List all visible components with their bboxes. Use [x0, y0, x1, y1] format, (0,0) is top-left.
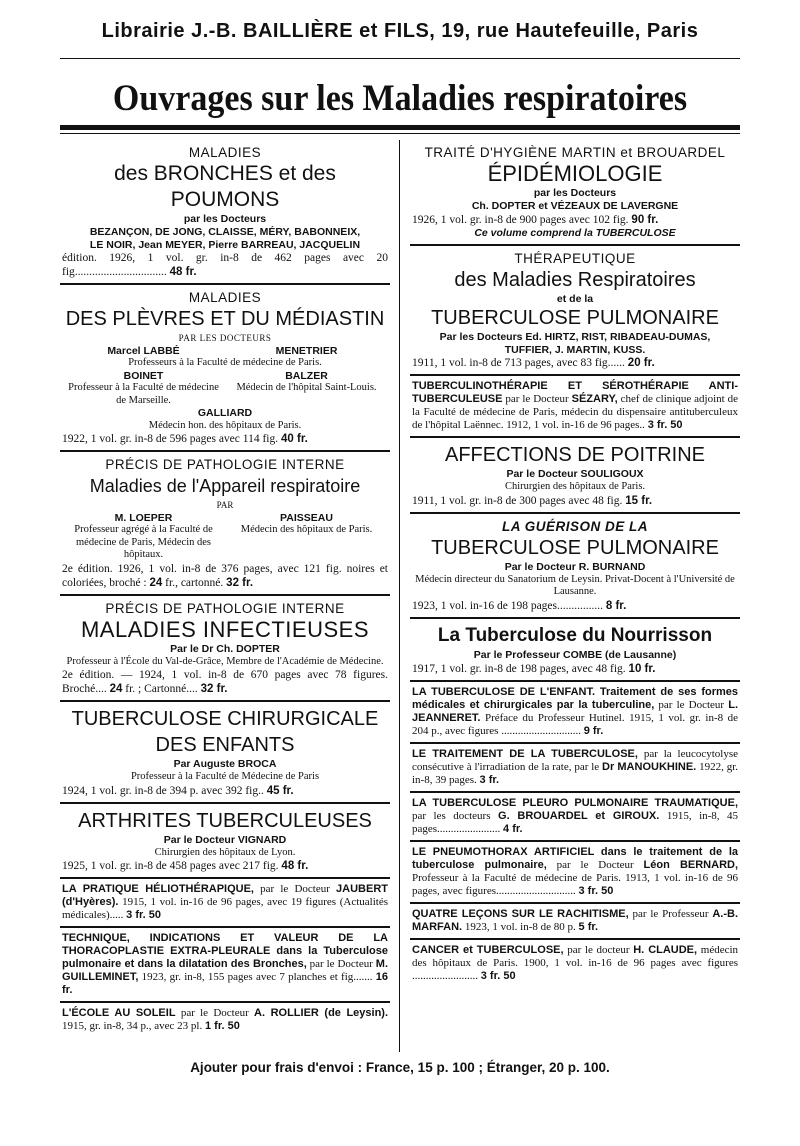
entry-authors: LE NOIR, Jean MEYER, Pierre BARREAU, JACQUELIN	[89, 238, 361, 251]
book-entry	[60, 596, 390, 703]
entry-title: TUBERCULOSE CHIRURGICALE	[71, 708, 379, 730]
entry-title: LA PRATIQUE HÉLIOTHÉRAPIQUE,	[62, 883, 254, 895]
entry-heading: THÉRAPEUTIQUE	[514, 250, 636, 266]
entry-author: Dr MANOUKHINE.	[602, 760, 697, 773]
entry-title: LE PNEUMOTHORAX ARTIFICIEL dans le traitement de la tuberculose pulmonaire,	[412, 845, 738, 871]
shipping-note: Ajouter pour frais d'envoi : France, 15 p. 100 ; Étranger, 20 p. 100.	[190, 1060, 610, 1075]
entry-publication: 1923, 1 vol. in-16 de 198 pages................ 8 fr.	[412, 599, 627, 612]
title-bar-thin	[60, 133, 740, 134]
entry-heading: PRÉCIS DE PATHOLOGIE INTERNE	[105, 600, 345, 616]
book-entry: L'ÉCOLE AU SOLEIL par le Docteur A. ROLLIER (de Leysin). 1915, gr. in-8, 34 p., avec 23 pl. 1 fr. 50	[62, 1007, 389, 1032]
entry-author: MENETRIER	[275, 344, 338, 357]
book-entry	[60, 140, 390, 285]
entry-byline: Par le Dr Ch. DOPTER	[170, 642, 280, 655]
entry-title: LA TUBERCULOSE DE L'ENFANT. Traitement de ses formes médicales et chirurgicales par la tuberculine,	[412, 685, 738, 711]
entry-price: 3 fr. 50	[480, 969, 516, 982]
entry-title: ARTHRITES TUBERCULEUSES	[78, 809, 372, 832]
entry-price: 3 fr.	[479, 773, 500, 786]
entry-author: GALLIARD	[197, 407, 253, 419]
entry-title: AFFECTIONS DE POITRINE	[444, 444, 706, 466]
entry-publication: 1922, 1 vol. gr. in-8 de 596 pages avec 114 fig. 40 fr.	[62, 433, 308, 445]
entry-title: LE TRAITEMENT DE LA TUBERCULOSE,	[412, 747, 638, 760]
entry-heading: PRÉCIS DE PATHOLOGIE INTERNE	[105, 457, 345, 472]
entry-author-role: Professeur à l'École du Val-de-Grâce, Membre de l'Académie de Médecine.	[66, 655, 384, 667]
entry-price: 32 fr.	[200, 683, 228, 695]
entry-byline: Par le Docteur VIGNARD	[163, 833, 287, 846]
entry-byline: Par le Professeur COMBE (de Lausanne)	[473, 648, 677, 661]
entry-heading: MALADIES	[188, 290, 262, 305]
entry-author: L. JEANNERET.	[412, 698, 739, 724]
entry-author: M. GUILLEMINET,	[62, 958, 389, 983]
entry-author: JAUBERT (d'Hyères).	[62, 883, 388, 908]
entry-author: PAISSEAU	[280, 511, 333, 524]
entry-author: SÉZARY,	[571, 393, 618, 405]
book-entry	[410, 438, 740, 514]
book-entry	[410, 140, 740, 246]
column-divider	[399, 140, 400, 1052]
entry-title: LA TUBERCULOSE PLEURO PULMONAIRE TRAUMATIQUE,	[412, 796, 738, 809]
book-entry: LE PNEUMOTHORAX ARTIFICIEL dans le traitement de la tuberculose pulmonaire, par le Docteur Léon BERNARD, Professeur à la Faculté de médecine de Paris. 1913, 1 vol. in-16 de 96 pages, avec figures............................. 3 fr. 50	[410, 842, 740, 904]
entry-connector: et de la	[556, 292, 594, 305]
entry-price: 1 fr. 50	[204, 1020, 240, 1032]
entry-author-role: Chirurgien des hôpitaux de Lyon.	[154, 846, 296, 858]
entry-title: CANCER et TUBERCULOSE,	[412, 943, 564, 956]
entry-heading: MALADIES	[188, 145, 262, 160]
entry-price: 3 fr. 50	[578, 884, 614, 897]
book-entry	[410, 246, 740, 377]
entry-title: L'ÉCOLE AU SOLEIL	[62, 1007, 176, 1019]
entry-publication: 2e édition. — 1924, 1 vol. in-8 de 670 pages avec 78 figures. Broché.... 24 fr. ; Cartonné.... 32 fr.	[62, 669, 388, 695]
entry-price: 5 fr.	[578, 920, 599, 933]
book-entry: QUATRE LEÇONS SUR LE RACHITISME, par le Professeur A.-B. MARFAN. 1923, 1 vol. in-8 de 80 p. 5 fr.	[410, 904, 740, 940]
book-entry: LA PRATIQUE HÉLIOTHÉRAPIQUE, par le Docteur JAUBERT (d'Hyères). 1915, 1 vol. in-16 de 96 pages, avec 19 figures (Actualités médicales)..... 3 fr. 50	[60, 879, 390, 928]
entry-authors: TUFFIER, J. MARTIN, KUSS.	[504, 343, 646, 356]
entry-price: 3 fr. 50	[126, 909, 162, 921]
book-entry: LE TRAITEMENT DE LA TUBERCULOSE, par la leucocytolyse consécutive à l'irradiation de la rate, par le Dr MANOUKHINE. 1922, gr. in-8, 39 pages. 3 fr.	[410, 744, 740, 793]
entry-publication: 1917, 1 vol. gr. in-8 de 198 pages, avec 48 fig. 10 fr.	[412, 662, 656, 675]
entry-price: 10 fr.	[628, 662, 656, 675]
entry-title: TUBERCULOSE PULMONAIRE	[431, 307, 719, 329]
entry-heading: TRAITÉ D'HYGIÈNE MARTIN et BROUARDEL	[424, 145, 726, 160]
entry-author: M. LOEPER	[114, 511, 173, 524]
entry-author: BOINET	[123, 369, 164, 382]
title-bar	[60, 125, 740, 130]
entry-publication: 1926, 1 vol. gr. in-8 de 900 pages avec 102 fig. 90 fr.	[412, 213, 659, 226]
entry-publication: 2e édition. 1926, 1 vol. in-8 de 376 pages, avec 121 fig. noires et coloriées, broché : 24 fr., cartonné. 32 fr.	[62, 562, 388, 589]
entry-price: 16 fr.	[62, 971, 388, 996]
entry-author-role: Professeur à la Faculté de médecine de Marseille.	[68, 382, 219, 406]
entry-author: Marcel LABBÉ	[107, 344, 180, 357]
entry-authors: BEZANÇON, DE JONG, CLAISSE, MÉRY, BABONNEIX,	[89, 226, 361, 238]
entry-price: 40 fr.	[281, 433, 308, 445]
book-entry: CANCER et TUBERCULOSE, par le docteur H. CLAUDE, médecin des hôpitaux de Paris. 1900, 1 vol. in-16 de 96 pages avec figures ........................ 3 fr. 50	[412, 943, 739, 982]
entry-title: TECHNIQUE, INDICATIONS ET VALEUR DE LA THORACOPLASTIE EXTRA-PLEURALE dans la Tuberculose pulmonaire et dans la dilatation des Bronches,	[62, 932, 388, 970]
page-title: Ouvrages sur les Maladies respiratoires	[112, 78, 688, 119]
book-entry	[410, 619, 740, 682]
entry-price: 4 fr.	[503, 822, 523, 835]
book-entry	[60, 452, 390, 596]
entry-heading: LA GUÉRISON DE LA	[501, 518, 648, 534]
book-entry	[410, 514, 740, 619]
entry-price: 15 fr.	[625, 494, 653, 507]
book-entry	[60, 285, 390, 452]
entry-title: DES ENFANTS	[155, 734, 295, 756]
entry-title: MALADIES INFECTIEUSES	[80, 616, 369, 642]
entry-author-role: Médecin directeur du Sanatorium de Leysin. Privat-Docent à l'Université de Lausanne.	[415, 573, 735, 597]
entry-publication: 1924, 1 vol. gr. in-8 de 394 p. avec 392 fig.. 45 fr.	[62, 784, 294, 797]
entry-author-role: Professeur à la Faculté de Médecine de Paris	[130, 771, 320, 782]
entry-publication: 1911, 1 vol. in-8 de 713 pages, avec 83 fig...... 20 fr.	[412, 357, 655, 369]
entry-price: 9 fr.	[583, 724, 604, 737]
publisher-header: Librairie J.-B. BAILLIÈRE et FILS, 19, rue Hautefeuille, Paris	[101, 20, 699, 42]
entry-publication: 1911, 1 vol. gr. in-8 de 300 pages avec 48 fig. 15 fr.	[412, 494, 653, 507]
entry-author-role: Chirurgien des hôpitaux de Paris.	[504, 481, 646, 492]
entry-price: 48 fr.	[169, 266, 197, 278]
entry-note: Ce volume comprend la TUBERCULOSE	[474, 226, 676, 239]
book-entry	[60, 804, 390, 880]
entry-author: A.-B. MARFAN.	[412, 907, 739, 933]
entry-author-role: Professeur agrégé à la Faculté de médecine de Paris, Médecin des hôpitaux.	[74, 524, 213, 560]
entry-author-role: Professeurs à la Faculté de médecine de Paris.	[128, 357, 322, 368]
entry-authors: Ch. DOPTER et VÉZEAUX DE LAVERGNE	[471, 200, 679, 212]
entry-authors: Par les Docteurs Ed. HIRTZ, RIST, RIBADEAU-DUMAS,	[439, 331, 711, 343]
entry-byline: Par le Docteur SOULIGOUX	[506, 468, 644, 480]
entry-price: 32 fr.	[226, 576, 254, 589]
entry-publication: édition. 1926, 1 vol. gr. in-8 de 462 pages avec 20 fig................................ 48 fr.	[62, 252, 388, 278]
entry-author: Léon BERNARD,	[643, 858, 739, 871]
entry-title: ÉPIDÉMIOLOGIE	[487, 161, 663, 186]
entry-title: TUBERCULINOTHÉRAPIE ET SÉROTHÉRAPIE ANTI-TUBERCULEUSE	[412, 380, 738, 405]
entry-title: La Tuberculose du Nourrisson	[437, 624, 713, 646]
entry-byline: par les Docteurs	[183, 213, 267, 225]
entry-title: Maladies de l'Appareil respiratoire	[89, 476, 361, 496]
entry-title: des BRONCHES et des POUMONS	[114, 162, 336, 211]
entry-author-role: Médecin des hôpitaux de Paris.	[240, 524, 373, 535]
entry-price: 20 fr.	[627, 357, 655, 369]
entry-title: TUBERCULOSE PULMONAIRE	[431, 536, 719, 559]
left-column	[60, 140, 390, 1037]
entry-byline: PAR	[216, 500, 234, 510]
header-rule	[60, 58, 740, 59]
entry-author: BALZER	[285, 369, 328, 382]
entry-author: H. CLAUDE,	[633, 943, 698, 956]
entry-title: des Maladies Respiratoires	[454, 268, 696, 291]
entry-author-role: Médecin hon. des hôpitaux de Paris.	[148, 419, 302, 431]
right-column	[410, 140, 740, 987]
entry-author-role: Médecin de l'hôpital Saint-Louis.	[236, 382, 377, 393]
book-entry: LA TUBERCULOSE PLEURO PULMONAIRE TRAUMATIQUE, par les docteurs G. BROUARDEL et GIROUX. 1915, in-8, 45 pages....................... 4 fr.	[410, 793, 740, 842]
book-entry: TECHNIQUE, INDICATIONS ET VALEUR DE LA THORACOPLASTIE EXTRA-PLEURALE dans la Tuberculose pulmonaire et dans la dilatation des Bronches, par le Docteur M. GUILLEMINET, 1923, gr. in-8, 155 pages avec 7 planches et fig....... 16 fr.	[60, 928, 390, 1003]
entry-byline: par les Docteurs	[533, 187, 617, 199]
book-entry	[60, 702, 390, 804]
entry-author: A. ROLLIER (de Leysin).	[254, 1007, 389, 1019]
entry-price: 48 fr.	[281, 860, 309, 872]
entry-byline: PAR LES DOCTEURS	[178, 333, 272, 343]
entry-price: 90 fr.	[631, 213, 659, 226]
entry-author: G. BROUARDEL et GIROUX.	[498, 809, 660, 822]
entry-price: 3 fr. 50	[647, 419, 683, 431]
book-entry: TUBERCULINOTHÉRAPIE ET SÉROTHÉRAPIE ANTI-TUBERCULEUSE par le Docteur SÉZARY, chef de clinique adjoint de la Faculté de médecine de Paris, médecin du dispensaire antituberculeux de l'hôpital Laënnec. 1912, 1 vol. in-16 de 96 pages.. 3 fr. 50	[410, 376, 740, 438]
entry-publication: 1925, 1 vol. gr. in-8 de 458 pages avec 217 fig. 48 fr.	[62, 860, 309, 872]
entry-byline: Par le Docteur R. BURNAND	[504, 560, 646, 573]
entry-title: DES PLÈVRES ET DU MÉDIASTIN	[65, 308, 385, 330]
entry-price: 45 fr.	[266, 784, 294, 797]
entry-byline: Par Auguste BROCA	[173, 758, 277, 770]
book-entry: LA TUBERCULOSE DE L'ENFANT. Traitement de ses formes médicales et chirurgicales par la tuberculine, par le Docteur L. JEANNERET. Préface du Professeur Hutinel. 1915, 1 vol. gr. in-8 de 204 p., avec figures ............................. 9 fr.	[410, 682, 740, 744]
entry-price: 8 fr.	[605, 599, 627, 612]
entry-title: QUATRE LEÇONS SUR LE RACHITISME,	[412, 907, 629, 920]
